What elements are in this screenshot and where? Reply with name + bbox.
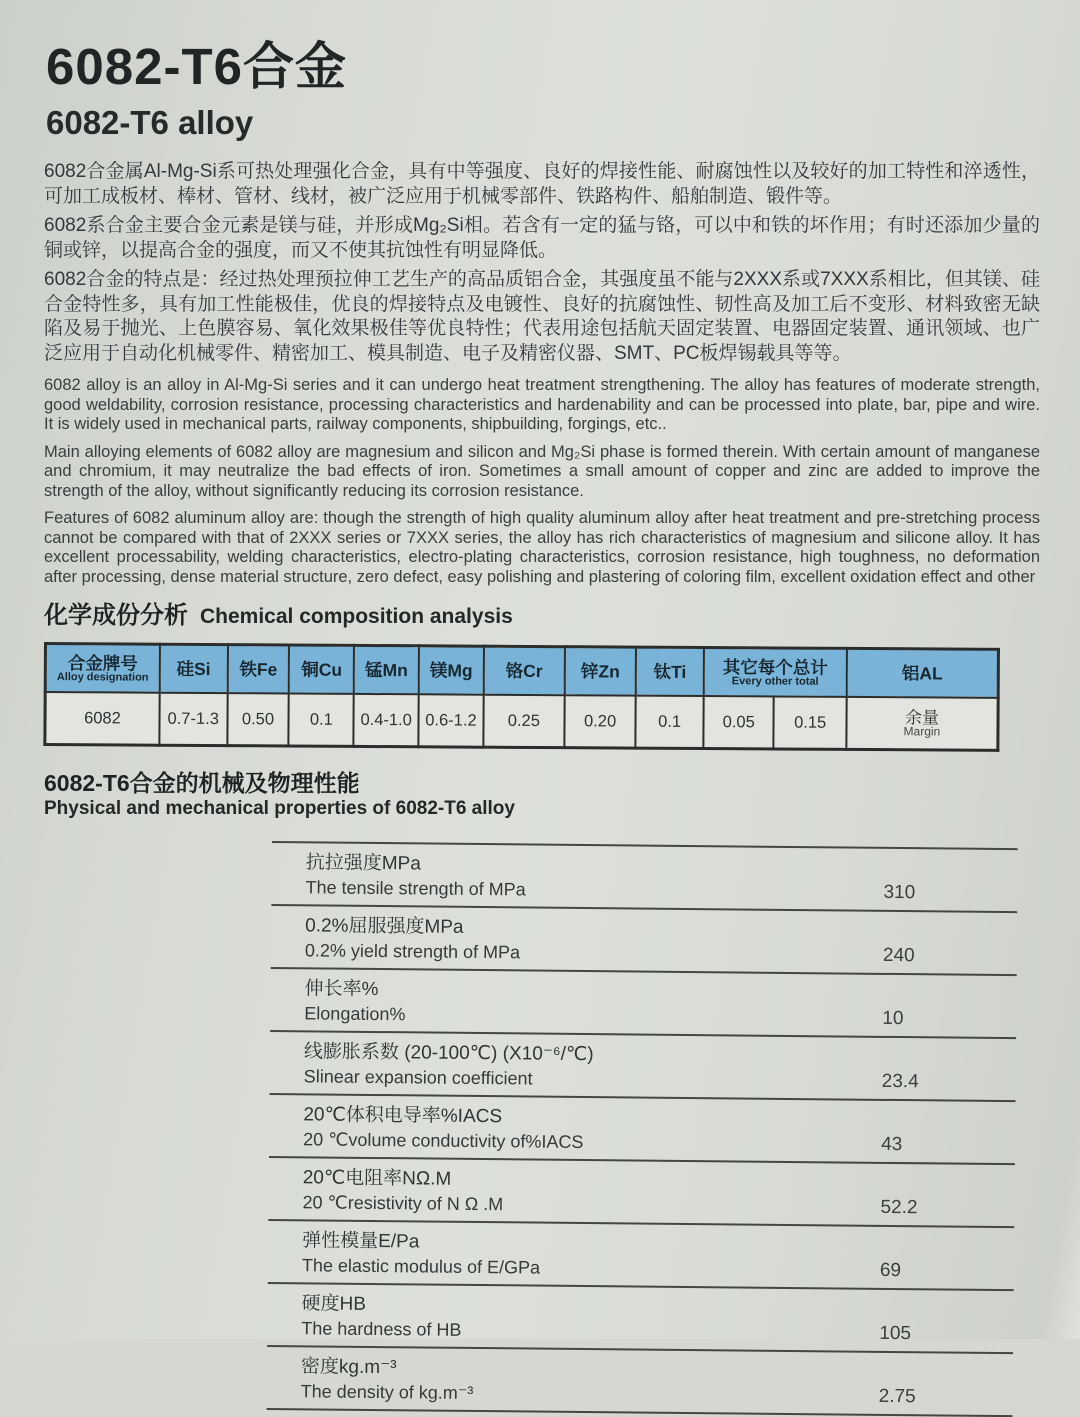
properties-heading-zh: 6082-T6合金的机械及物理性能 [44,770,360,797]
composition-header-row [45,644,998,698]
cell-si: 0.7-1.3 [159,693,227,746]
composition-heading [44,595,1040,630]
property-row-hardness: 硬度HB The hardness of HB 105 [267,1282,1014,1352]
cell-zn: 0.20 [564,695,636,748]
properties-list [267,841,1018,1417]
col-ti: 钛Ti [636,647,704,696]
property-value: 43 [881,1134,903,1156]
property-row-tensile-strength: 抗拉强度MPa The tensile strength of MPa 310 [271,841,1018,911]
col-mn: 锰Mn [354,646,419,695]
col-every-other: 其它每个总计 Every other total [704,648,847,697]
property-value: 23.4 [881,1071,919,1093]
properties-heading [44,770,1040,821]
composition-data-row [45,692,998,750]
property-value: 52.2 [880,1197,918,1219]
col-si: 硅Si [160,644,228,693]
cell-other-each: 0.05 [703,696,774,749]
col-cr: 铬Cr [484,646,565,695]
page-title-zh: 6082-T6合金 [46,38,347,95]
paragraph-en-2: Main alloying elements of 6082 alloy are magnesium and silicon and Mg₂Si phase is formed therein. With certain amount of manganese and chromium, it may neutralize the bad effects of iron. Sometimes a small amount of copper and zinc are added to improve the strength of the alloy, without significantly reducing its corrosion resistance. [44,442,1040,500]
cell-cu: 0.1 [289,694,354,747]
col-alloy-designation: 合金牌号 Alloy designation [45,644,160,693]
property-row-volume-conductivity: 20℃体积电导率%IACS 20 ℃volume conductivity of%IACS 43 [269,1093,1016,1163]
paragraph-zh-2: 6082系合金主要合金元素是镁与硅，并形成Mg₂Si相。若含有一定的猛与铬，可以中和铁的坏作用；有时还添加少量的铜或锌，以提高合金的强度，而又不使其抗蚀性有明显降低。 [44,215,1040,261]
cell-mn: 0.4-1.0 [354,694,419,747]
property-row-elongation: 伸长率% Elongation% 10 [270,967,1017,1037]
col-cu: 铜Cu [289,645,354,694]
col-al: 铝AL [847,649,999,698]
cell-designation: 6082 [45,692,160,745]
property-value: 240 [882,945,915,967]
intro-english [44,376,1040,587]
composition-table [43,642,1000,752]
properties-heading-en: Physical and mechanical properties of 6082-T6 alloy [44,797,515,819]
property-value: 10 [882,1008,904,1030]
paragraph-zh-3: 6082合金的特点是：经过热处理预拉伸工艺生产的高品质铝合金，其强度虽不能与2XXX系或7XXX系相比，但其镁、硅合金特性多，具有加工性能极佳，优良的焊接特点及电镀性、良好的抗腐蚀性、韧性高及加工后不变形、材料致密无缺陷及易于抛光、上色膜容易、氧化效果极佳等优良特性；代表用途包括航天固定装置、电器固定装置、通讯领域、也广泛应用于自动化机械零件、精密加工、模具制造、电子及精密仪器、SMT、PC板焊锡载具等等。 [44,269,1040,364]
property-row-yield-strength: 0.2%屈服强度MPa 0.2% yield strength of MPa 240 [271,904,1018,974]
property-value: 310 [883,882,916,904]
paragraph-en-3: Features of 6082 aluminum alloy are: though the strength of high quality aluminum alloy after heat treatment and pre-stretching process cannot be compared with that of 2XXX series or 7XXX series, the alloy has rich characteristics of magnesium and silicone alloy. It has excellent processability, welding characteristics, electro-plating characteristics, corrosion resistance, high toughness, no deformation after processing, dense material structure, zero defect, easy polishing and plastering of coloring film, excellent oxidation effect and other [44,509,1040,586]
property-row-linear-expansion: 线膨胀系数 (20-100℃) (X10⁻⁶/℃) Slinear expansion coefficient 23.4 [270,1030,1017,1100]
cell-fe: 0.50 [227,693,289,746]
cell-al-margin: 余量 Margin [846,697,998,750]
composition-heading-en: Chemical composition analysis [200,605,513,629]
property-value: 2.75 [878,1386,916,1408]
property-value: 105 [879,1323,912,1345]
paragraph-en-1: 6082 alloy is an alloy in Al-Mg-Si series and it can undergo heat treatment strengthening. The alloy has features of moderate strength, good weldability, corrosion resistance, processing characteristics and hardenability and can be processed into plate, bar, pipe and wire. It is widely used in mechanical parts, railway components, shipbuilding, forgings, etc.. [44,376,1040,434]
composition-heading-zh: 化学成份分析 [44,602,188,630]
paragraph-zh-1: 6082合金属Al-Mg-Si系可热处理强化合金，具有中等强度、良好的焊接性能、耐腐蚀性以及较好的加工特性和淬透性，可加工成板材、棒材、管材、线材，被广泛应用于机械零部件、铁路构件、船舶制造、锻件等。 [44,161,1040,207]
col-zn: 锌Zn [565,647,637,696]
cell-other-total: 0.15 [774,697,847,750]
col-mg: 镁Mg [419,646,484,695]
property-row-resistivity: 20℃电阻率NΩ.M 20 ℃resistivity of N Ω .M 52.2 [268,1156,1015,1226]
cell-mg: 0.6-1.2 [418,694,483,747]
intro-chinese [44,160,1040,366]
cell-ti: 0.1 [636,696,704,749]
property-row-density: 密度kg.m⁻³ The density of kg.m⁻³ 2.75 [267,1345,1014,1415]
property-row-elastic-modulus: 弹性模量E/Pa The elastic modulus of E/GPa 69 [268,1219,1015,1289]
col-fe: 铁Fe [227,645,289,694]
page-title-en: 6082-T6 alloy [46,103,254,141]
cell-cr: 0.25 [483,695,564,748]
property-value: 69 [879,1260,902,1282]
